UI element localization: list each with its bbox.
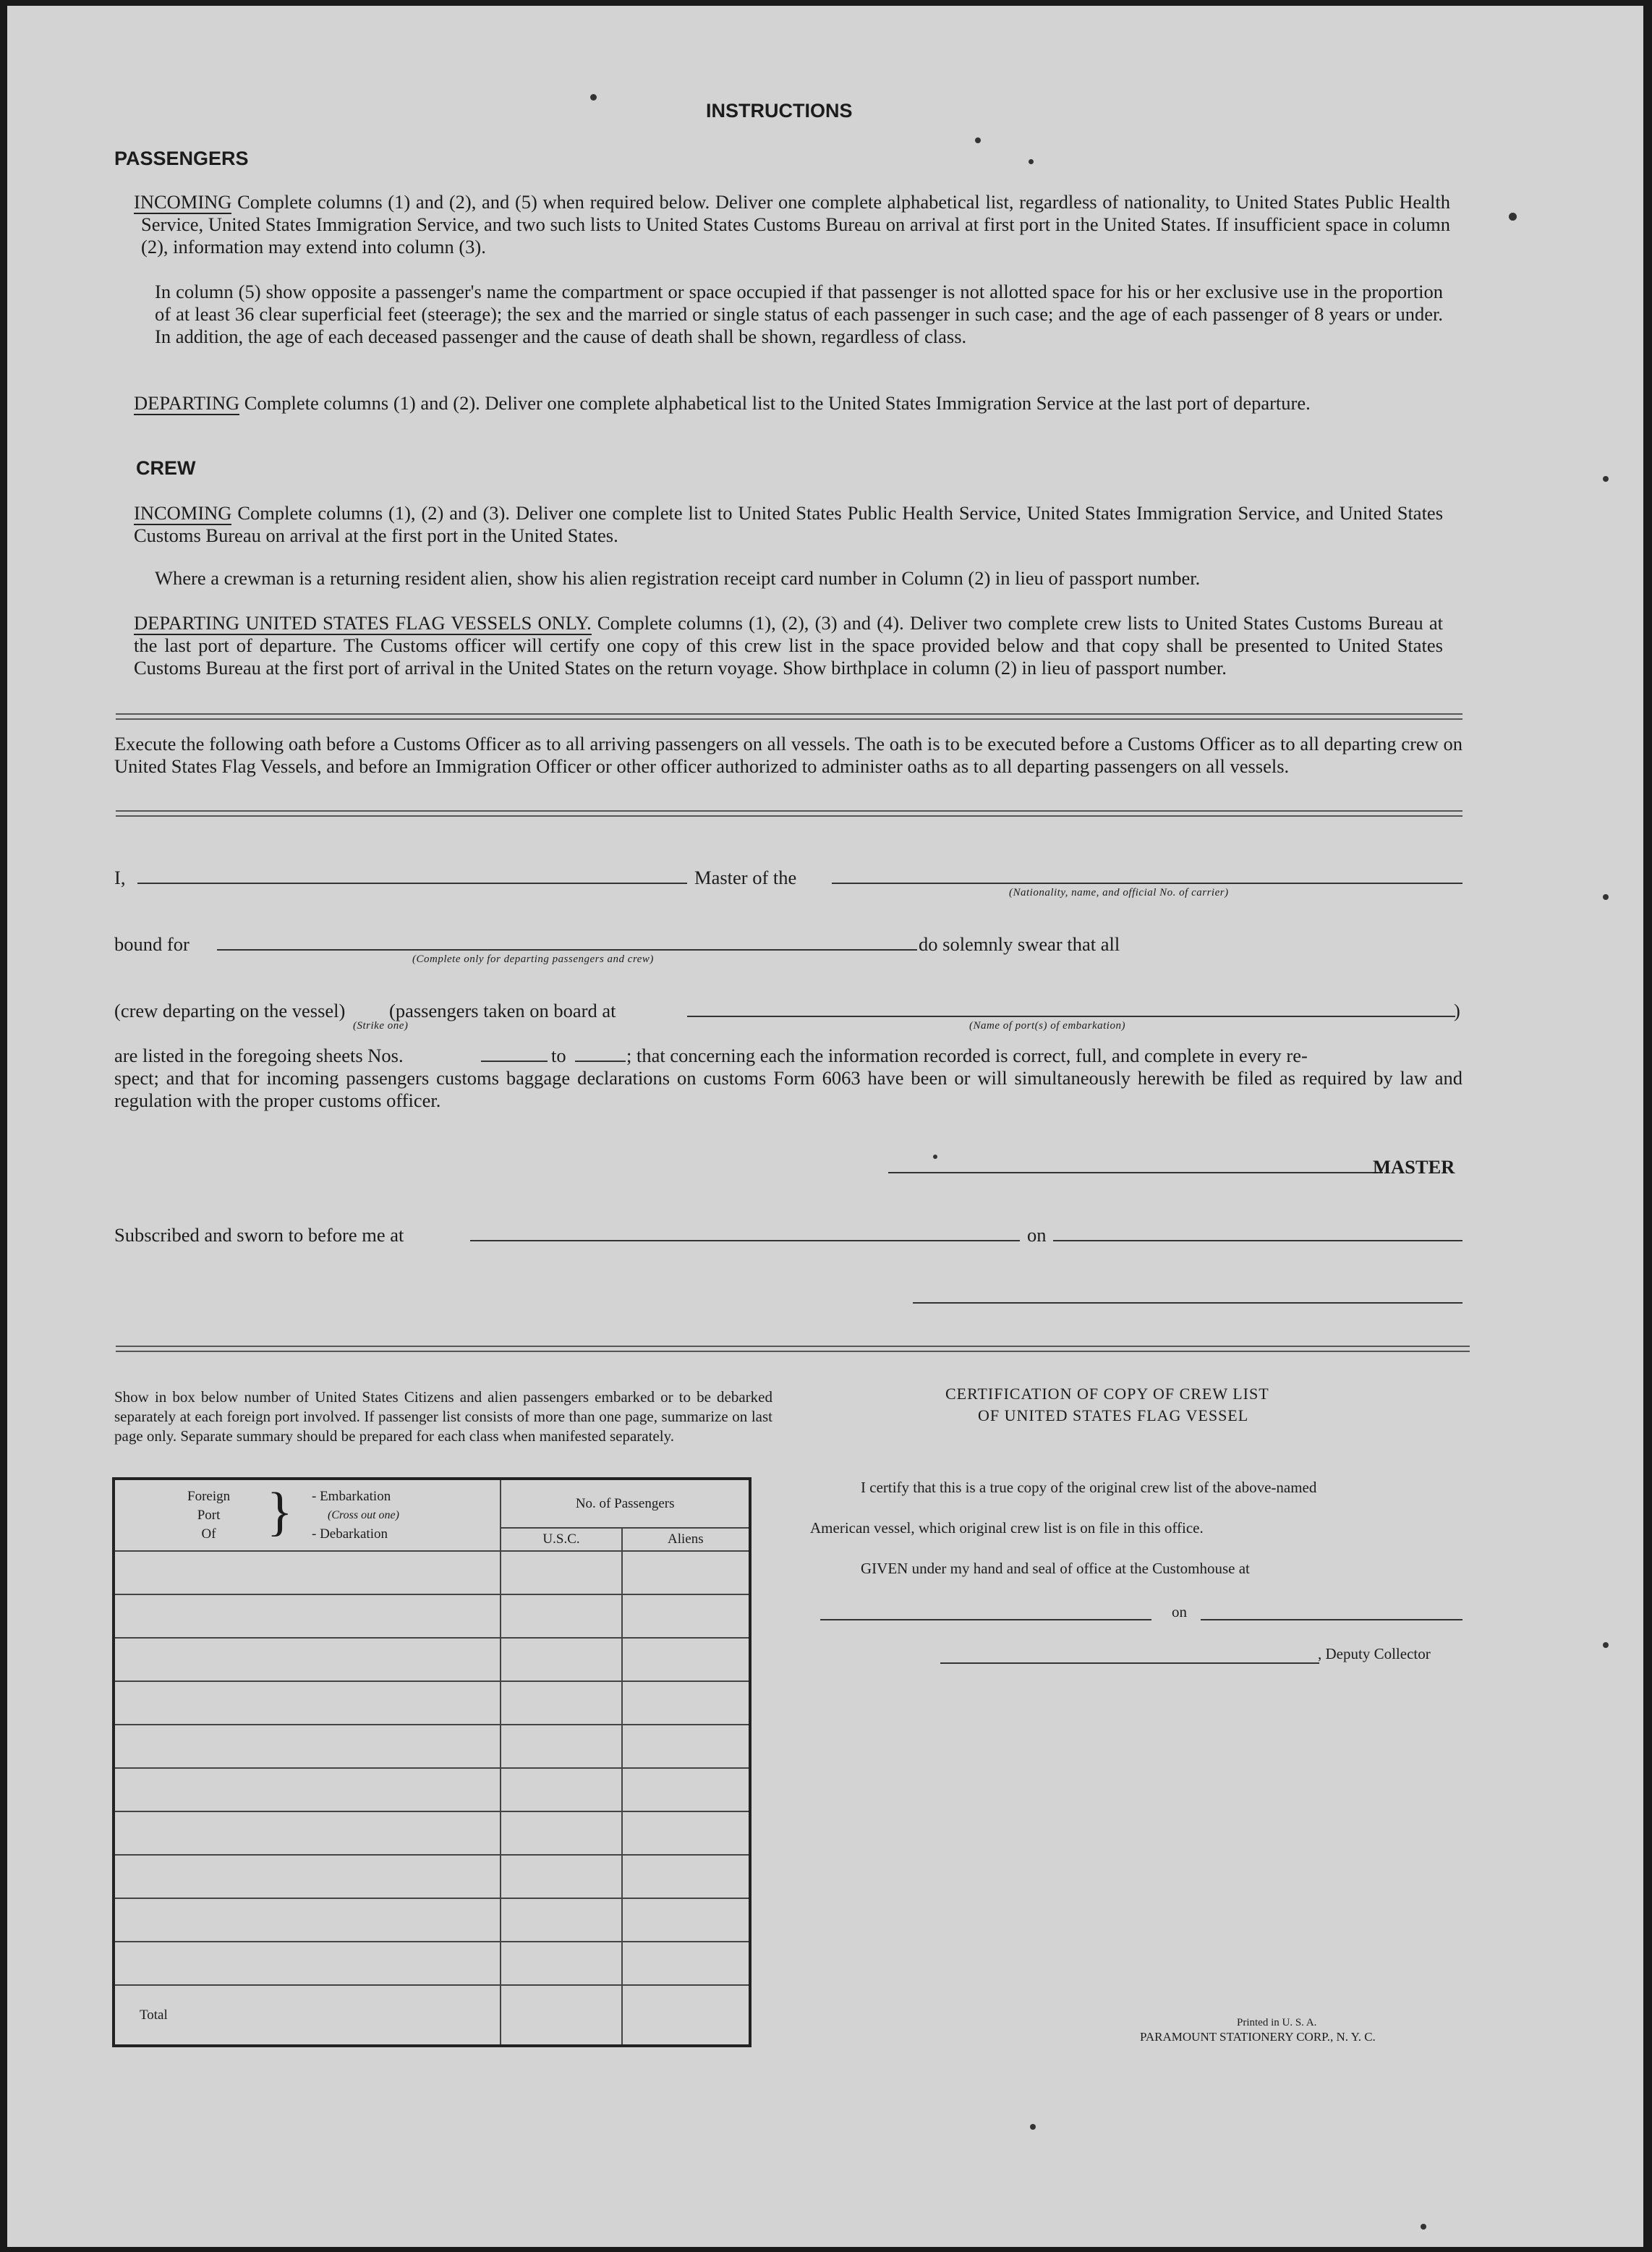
certify-line-1: I certify that this is a true copy of the original crew list of the above-named (861, 1479, 1317, 1496)
scan-speck (1509, 213, 1517, 221)
departing-label: DEPARTING (134, 392, 240, 414)
oath-intro: Execute the following oath before a Customs Officer as to all arriving passengers on all vessels. The oath is to be executed before a Customs Officer as to all departing crew on United States Flag Vessels, and before an Immigration Officer or other officer authorized to administer oaths as to all departing passengers on all vessels. (114, 733, 1462, 777)
scan-speck (975, 137, 981, 143)
scan-speck (1603, 894, 1609, 900)
deputy-collector-label: , Deputy Collector (1318, 1645, 1431, 1662)
certification-title-1: CERTIFICATION OF COPY OF CREW LIST (945, 1385, 1269, 1403)
cert-on-label: on (1172, 1603, 1187, 1620)
usc-cell[interactable] (501, 1942, 621, 1985)
scan-speck (1603, 1642, 1609, 1648)
passengers-heading: PASSENGERS (114, 148, 249, 169)
departing-us-label: DEPARTING UNITED STATES FLAG VESSELS ONLY. (134, 612, 592, 634)
certify-line-2: American vessel, which original crew list is on file in this office. (810, 1519, 1204, 1537)
port-cell[interactable] (114, 1594, 501, 1638)
foreign-label: Foreign (187, 1489, 231, 1504)
port-cell[interactable] (114, 1638, 501, 1681)
subscribed-label: Subscribed and sworn to before me at (114, 1224, 404, 1246)
carrier-line[interactable] (832, 883, 1462, 884)
port-cell[interactable] (114, 1725, 501, 1768)
crew-incoming-text: Complete columns (1), (2) and (3). Deliver one complete list to United States Public Health Service, United States Immigration Service, and United States Customs Bureau on arrival at the first port in the United States. (134, 502, 1444, 546)
bound-for-line[interactable] (217, 949, 917, 951)
ports-caption: (Name of port(s) of embarkation) (969, 1020, 1125, 1032)
incoming-text: Complete columns (1) and (2), and (5) when required below. Deliver one complete alphabetical list, regardless of nationality, to United States Public Health Service, United States Immigration Service, and two such lists to United States Customs Bureau on arrival at first port in the United States. If insufficient space in column (2), information may extend into column (3). (141, 191, 1451, 258)
table-row (114, 1898, 750, 1942)
sheet-to-line[interactable] (575, 1061, 626, 1062)
port-cell[interactable] (114, 1811, 501, 1855)
listed-sheets-label: are listed in the foregoing sheets Nos. (114, 1045, 404, 1066)
bound-for-label: bound for (114, 933, 190, 955)
crew-incoming-paragraph (134, 502, 1443, 547)
total-label: Total (114, 1985, 501, 2046)
printer-label: PARAMOUNT STATIONERY CORP., N. Y. C. (1140, 2030, 1376, 2044)
of-label: Of (201, 1526, 216, 1542)
table-row (114, 1942, 750, 1985)
departing-us-paragraph (134, 612, 1443, 679)
port-label: Port (197, 1508, 221, 1523)
usc-cell[interactable] (501, 1855, 621, 1898)
incoming-label: INCOMING (134, 191, 232, 213)
cert-date-line[interactable] (1201, 1619, 1462, 1620)
instructions-title: INSTRUCTIONS (706, 100, 853, 122)
master-label: MASTER (1373, 1156, 1455, 1178)
sworn-on-label: on (1027, 1224, 1047, 1246)
table-row (114, 1594, 750, 1638)
aliens-cell[interactable] (622, 1898, 750, 1942)
bound-caption: (Complete only for departing passengers and crew) (412, 953, 654, 965)
table-row (114, 1855, 750, 1898)
listed-sheets-continued: ; that concerning each the information recorded is correct, full, and complete in every re- (626, 1045, 1308, 1066)
officer-signature-line[interactable] (913, 1302, 1462, 1304)
master-of-the-label: Master of the (694, 867, 797, 888)
aliens-cell[interactable] (622, 1811, 750, 1855)
foreign-port-header (114, 1479, 501, 1551)
departing-us-text: Complete columns (1), (2), (3) and (4). Deliver two complete crew lists to United States Customs Bureau at the last port of departure. The Customs officer will certify one copy of this crew list in the space provided below and that copy shall be presented to United States Customs Bureau at the first port of arrival in the United States on the return voyage. Show birthplace in column (2) in lieu of passport number. (134, 612, 1443, 679)
aliens-cell[interactable] (622, 1551, 750, 1594)
table-row (114, 1638, 750, 1681)
crew-incoming-label: INCOMING (134, 502, 232, 524)
port-cell[interactable] (114, 1898, 501, 1942)
summary-instructions: Show in box below number of United States Citizens and alien passengers embarked or to be debarked separately at each foreign port involved. If passenger list consists of more than one page, summarize on last page only. Separate summary should be prepared for each class when manifested separately. (114, 1388, 772, 1445)
certification-title-2: OF UNITED STATES FLAG VESSEL (978, 1406, 1249, 1424)
divider (116, 1346, 1470, 1352)
aliens-cell[interactable] (622, 1681, 750, 1725)
crew-heading: CREW (136, 457, 196, 479)
aliens-cell[interactable] (622, 1942, 750, 1985)
usc-cell[interactable] (501, 1551, 621, 1594)
total-usc-cell[interactable] (501, 1985, 621, 2046)
usc-cell[interactable] (501, 1768, 621, 1811)
scan-speck (1421, 2224, 1426, 2230)
solemnly-label: do solemnly swear that all (919, 933, 1120, 955)
port-cell[interactable] (114, 1681, 501, 1725)
listed-rest: spect; and that for incoming passengers customs baggage declarations on customs Form 6063 have been or will simultaneously herewith be filed as required by law and regulation with the proper customs officer. (114, 1067, 1462, 1111)
usc-cell[interactable] (501, 1681, 621, 1725)
port-cell[interactable] (114, 1551, 501, 1594)
deputy-signature-line[interactable] (940, 1662, 1319, 1664)
to-label: to (551, 1045, 566, 1066)
no-passengers-header: No. of Passengers (501, 1479, 750, 1528)
scan-speck (1603, 476, 1609, 482)
usc-cell[interactable] (501, 1811, 621, 1855)
master-name-line[interactable] (137, 883, 687, 884)
table-row (114, 1681, 750, 1725)
cross-out-label: (Cross out one) (328, 1509, 399, 1521)
close-paren: ) (1454, 1000, 1460, 1021)
port-cell[interactable] (114, 1855, 501, 1898)
printed-in-label: Printed in U. S. A. (1237, 2017, 1317, 2028)
usc-cell[interactable] (501, 1594, 621, 1638)
scan-speck (933, 1155, 937, 1159)
embarkation-ports-line[interactable] (687, 1016, 1455, 1017)
strike-one-caption: (Strike one) (353, 1020, 409, 1032)
total-row (114, 1985, 750, 2046)
port-cell[interactable] (114, 1942, 501, 1985)
aliens-cell[interactable] (622, 1638, 750, 1681)
aliens-cell[interactable] (622, 1594, 750, 1638)
usc-cell[interactable] (501, 1898, 621, 1942)
scan-speck (1029, 159, 1034, 164)
form-page (7, 6, 1643, 2247)
port-cell[interactable] (114, 1768, 501, 1811)
sworn-date-line[interactable] (1053, 1240, 1462, 1241)
scan-speck (1030, 2124, 1036, 2130)
departing-text: Complete columns (1) and (2). Deliver one complete alphabetical list to the United States Immigration Service at the last port of departure. (244, 392, 1311, 414)
debarkation-label: - Debarkation (312, 1526, 388, 1542)
given-line: GIVEN under my hand and seal of office at the Customhouse at (861, 1560, 1250, 1577)
brace-icon: } (267, 1482, 293, 1542)
table-row (114, 1725, 750, 1768)
aliens-cell[interactable] (622, 1855, 750, 1898)
divider (116, 713, 1462, 720)
carrier-caption: (Nationality, name, and official No. of carrier) (1009, 887, 1229, 898)
aliens-header: Aliens (622, 1528, 750, 1551)
divider (116, 810, 1462, 817)
embarkation-label: - Embarkation (312, 1489, 391, 1504)
passengers-incoming-paragraph (134, 191, 1450, 258)
usc-cell[interactable] (501, 1725, 621, 1768)
column5-paragraph: In column (5) show opposite a passenger's name the compartment or space occupied if that passenger is not allotted space for his or her exclusive use in the proportion of at least 36 clear superficial feet (steerage); the sex and the married or single status of each passenger in such case; and the age of each passenger of 8 years or under. In addition, the age of each deceased passenger and the cause of death shall be shown, regardless of class. (155, 281, 1443, 347)
usc-cell[interactable] (501, 1638, 621, 1681)
table-row (114, 1768, 750, 1811)
customhouse-line[interactable] (820, 1619, 1151, 1620)
aliens-cell[interactable] (622, 1768, 750, 1811)
passengers-taken-option: (passengers taken on board at (389, 1000, 616, 1021)
sheet-from-line[interactable] (481, 1061, 548, 1062)
table-row (114, 1811, 750, 1855)
oath-i-label: I, (114, 867, 126, 888)
crewman-paragraph: Where a crewman is a returning resident alien, show his alien registration receipt card number in Column (2) in lieu of passport number. (155, 567, 1201, 589)
usc-header: U.S.C. (501, 1528, 621, 1551)
master-signature-line[interactable] (888, 1172, 1383, 1173)
crew-departing-option: (crew departing on the vessel) (114, 1000, 346, 1021)
table-row (114, 1551, 750, 1594)
aliens-cell[interactable] (622, 1725, 750, 1768)
passenger-summary-table (112, 1477, 752, 2047)
total-aliens-cell[interactable] (622, 1985, 750, 2046)
sworn-place-line[interactable] (470, 1240, 1020, 1241)
passengers-departing-paragraph (134, 392, 1443, 415)
scan-speck (590, 94, 597, 101)
